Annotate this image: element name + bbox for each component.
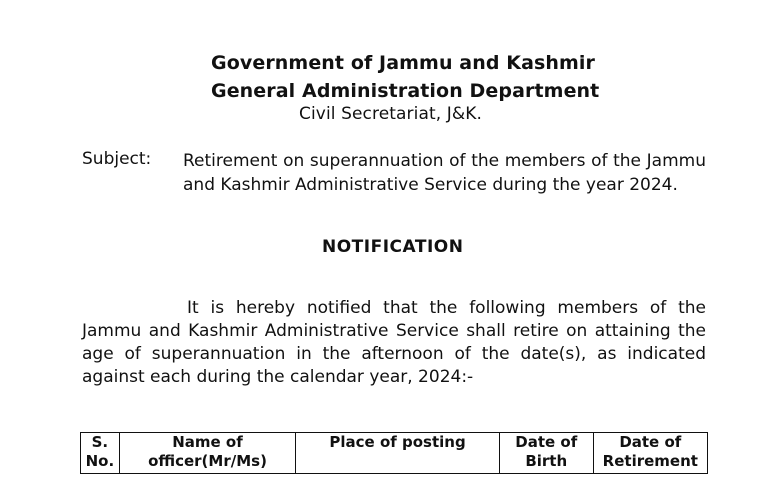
header-dor bbox=[593, 433, 707, 474]
header-dob bbox=[499, 433, 593, 474]
notification-body: It is hereby notified that the following members of the Jammu and Kashmir Administrative Service shall retire on attaining the age of superannuation in the afternoon of the date(s), as indicated against each during the calendar year, 2024:- bbox=[82, 298, 706, 387]
header-name-line1: Name of bbox=[172, 433, 243, 451]
officers-table bbox=[80, 432, 708, 474]
header-posting-label: Place of posting bbox=[329, 433, 466, 451]
subject-label: Subject: bbox=[82, 149, 152, 169]
table-header-row bbox=[81, 433, 708, 474]
header-posting bbox=[296, 433, 500, 474]
header-sno-line1: S. bbox=[91, 433, 109, 451]
header-sno-line2: No. bbox=[85, 452, 115, 470]
header-name-line2: officer(Mr/Ms) bbox=[148, 452, 267, 470]
notification-title: NOTIFICATION bbox=[322, 237, 464, 257]
header-dob-line1: Date of bbox=[515, 433, 578, 451]
subject-text: Retirement on superannuation of the members of the Jammu and Kashmir Administrative Service during the year 2024. bbox=[183, 151, 706, 195]
office-location: Civil Secretariat, J&K. bbox=[299, 104, 482, 124]
header-name bbox=[119, 433, 296, 474]
header-sno bbox=[81, 433, 120, 474]
header-dob-line2: Birth bbox=[525, 452, 568, 470]
header-dor-line1: Date of bbox=[619, 433, 682, 451]
header-dor-line2: Retirement bbox=[602, 452, 698, 470]
department-title: General Administration Department bbox=[211, 80, 600, 102]
government-title: Government of Jammu and Kashmir bbox=[211, 52, 596, 74]
